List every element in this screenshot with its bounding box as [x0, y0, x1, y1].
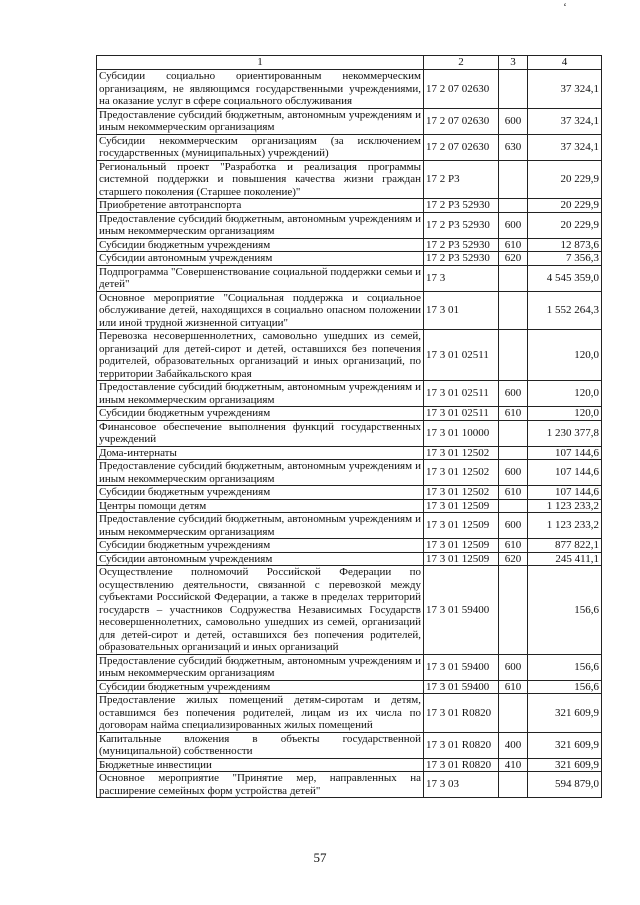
row-type — [499, 566, 528, 655]
table-header-row — [97, 56, 602, 70]
table-row — [97, 291, 602, 330]
row-code: 17 3 01 12509 — [424, 499, 499, 513]
row-type — [499, 330, 528, 381]
row-type — [499, 772, 528, 798]
row-code: 17 3 01 12509 — [424, 513, 499, 539]
table-row — [97, 108, 602, 134]
row-code: 17 3 01 R0820 — [424, 732, 499, 758]
header-col-4: 4 — [528, 56, 602, 70]
row-code: 17 3 01 — [424, 291, 499, 330]
corner-mark: ‘ — [563, 0, 567, 14]
row-type: 630 — [499, 134, 528, 160]
row-code: 17 2 07 02630 — [424, 134, 499, 160]
table-row — [97, 252, 602, 266]
row-sum: 321 609,9 — [528, 732, 602, 758]
row-code: 17 3 01 12509 — [424, 539, 499, 553]
row-code: 17 2 P3 52930 — [424, 238, 499, 252]
row-type — [499, 420, 528, 446]
row-sum: 20 229,9 — [528, 160, 602, 199]
table-row — [97, 566, 602, 655]
row-type: 410 — [499, 758, 528, 772]
row-name: Предоставление жилых помещений детям-сиротам и детям, оставшимся без попечения родителей, лицам из их числа по договорам найма специализированных жилых помещений — [97, 694, 424, 733]
row-sum: 1 123 233,2 — [528, 513, 602, 539]
row-name: Субсидии бюджетным учреждениям — [97, 539, 424, 553]
table-row — [97, 330, 602, 381]
row-sum: 1 230 377,8 — [528, 420, 602, 446]
row-name: Предоставление субсидий бюджетным, автономным учреждениям и иным некоммерческим организациям — [97, 381, 424, 407]
row-type — [499, 499, 528, 513]
table-row — [97, 446, 602, 460]
row-name: Предоставление субсидий бюджетным, автономным учреждениям и иным некоммерческим организациям — [97, 513, 424, 539]
row-code: 17 3 01 59400 — [424, 680, 499, 694]
row-code: 17 2 P3 52930 — [424, 252, 499, 266]
table-row — [97, 70, 602, 109]
row-name: Субсидии социально ориентированным некоммерческим организациям, не являющимся государственными учреждениями, на оказание услуг в сфере социального обслуживания — [97, 70, 424, 109]
row-code: 17 2 07 02630 — [424, 108, 499, 134]
row-type: 400 — [499, 732, 528, 758]
header-col-1: 1 — [97, 56, 424, 70]
row-sum: 20 229,9 — [528, 212, 602, 238]
row-sum: 4 545 359,0 — [528, 265, 602, 291]
row-name: Предоставление субсидий бюджетным, автономным учреждениям и иным некоммерческим организациям — [97, 460, 424, 486]
row-sum: 156,6 — [528, 680, 602, 694]
table-row — [97, 199, 602, 213]
row-code: 17 3 01 02511 — [424, 330, 499, 381]
row-name: Центры помощи детям — [97, 499, 424, 513]
table-row — [97, 420, 602, 446]
row-name: Предоставление субсидий бюджетным, автономным учреждениям и иным некоммерческим организациям — [97, 212, 424, 238]
row-code: 17 3 03 — [424, 772, 499, 798]
row-code: 17 3 01 59400 — [424, 654, 499, 680]
table-row — [97, 654, 602, 680]
row-name: Субсидии бюджетным учреждениям — [97, 238, 424, 252]
row-sum: 37 324,1 — [528, 134, 602, 160]
table-row — [97, 513, 602, 539]
row-type — [499, 199, 528, 213]
table-row — [97, 160, 602, 199]
row-sum: 245 411,1 — [528, 552, 602, 566]
row-name: Субсидии бюджетным учреждениям — [97, 680, 424, 694]
row-sum: 120,0 — [528, 330, 602, 381]
row-name: Субсидии бюджетным учреждениям — [97, 407, 424, 421]
row-code: 17 3 01 59400 — [424, 566, 499, 655]
row-sum: 107 144,6 — [528, 446, 602, 460]
row-type — [499, 694, 528, 733]
row-name: Субсидии автономным учреждениям — [97, 252, 424, 266]
row-type: 610 — [499, 238, 528, 252]
row-code: 17 3 01 R0820 — [424, 758, 499, 772]
row-type: 600 — [499, 460, 528, 486]
row-code: 17 3 01 02511 — [424, 407, 499, 421]
row-sum: 594 879,0 — [528, 772, 602, 798]
table-row — [97, 460, 602, 486]
budget-table — [96, 55, 602, 798]
row-code: 17 3 01 12509 — [424, 552, 499, 566]
row-type: 600 — [499, 212, 528, 238]
row-type: 610 — [499, 680, 528, 694]
row-name: Субсидии некоммерческим организациям (за исключением государственных (муниципальных) учреждений) — [97, 134, 424, 160]
table-row — [97, 732, 602, 758]
row-name: Приобретение автотранспорта — [97, 199, 424, 213]
row-type: 600 — [499, 513, 528, 539]
row-name: Основное мероприятие "Принятие мер, направленных на расширение семейных форм устройства детей" — [97, 772, 424, 798]
table-row — [97, 552, 602, 566]
row-name: Подпрограмма "Совершенствование социальной поддержки семьи и детей" — [97, 265, 424, 291]
table-row — [97, 499, 602, 513]
page-number: 57 — [313, 850, 327, 865]
row-sum: 120,0 — [528, 407, 602, 421]
row-sum: 20 229,9 — [528, 199, 602, 213]
row-name: Предоставление субсидий бюджетным, автономным учреждениям и иным некоммерческим организациям — [97, 108, 424, 134]
table-row — [97, 238, 602, 252]
row-code: 17 3 01 12502 — [424, 486, 499, 500]
table-row — [97, 212, 602, 238]
table-row — [97, 381, 602, 407]
row-type — [499, 70, 528, 109]
row-name: Дома-интернаты — [97, 446, 424, 460]
row-name: Субсидии автономным учреждениям — [97, 552, 424, 566]
row-type — [499, 265, 528, 291]
table-row — [97, 265, 602, 291]
row-name: Перевозка несовершеннолетних, самовольно ушедших из семей, организаций для детей-сирот и детей, оставшихся без попечения родителей, образовательных организаций и иных организаций, по территории Забайкальского края — [97, 330, 424, 381]
row-name: Бюджетные инвестиции — [97, 758, 424, 772]
row-type — [499, 446, 528, 460]
row-code: 17 2 P3 — [424, 160, 499, 199]
table-row — [97, 758, 602, 772]
row-code: 17 2 07 02630 — [424, 70, 499, 109]
table-row — [97, 407, 602, 421]
row-type: 600 — [499, 108, 528, 134]
row-sum: 877 822,1 — [528, 539, 602, 553]
row-type: 600 — [499, 381, 528, 407]
row-sum: 321 609,9 — [528, 758, 602, 772]
row-name: Финансовое обеспечение выполнения функций государственных учреждений — [97, 420, 424, 446]
table-row — [97, 694, 602, 733]
header-col-3: 3 — [499, 56, 528, 70]
row-sum: 7 356,3 — [528, 252, 602, 266]
row-sum: 12 873,6 — [528, 238, 602, 252]
row-sum: 37 324,1 — [528, 70, 602, 109]
row-name: Субсидии бюджетным учреждениям — [97, 486, 424, 500]
row-sum: 1 123 233,2 — [528, 499, 602, 513]
row-type: 620 — [499, 552, 528, 566]
row-name: Осуществление полномочий Российской Федерации по осуществлению деятельности, связанной с перевозкой между субъектами Российской Федерации, а также в пределах территорий государств – участников Содружества Независимых Государств несовершеннолетних, самовольно ушедших из семей, организаций для детей-сирот и детей, оставшихся без попечения родителей, образовательных организаций и иных организаций — [97, 566, 424, 655]
row-code: 17 3 01 12502 — [424, 446, 499, 460]
table-row — [97, 772, 602, 798]
row-name: Основное мероприятие "Социальная поддержка и социальное обслуживание детей, находящихся в социально опасном положении или иной трудной жизненной ситуации" — [97, 291, 424, 330]
row-type: 610 — [499, 539, 528, 553]
row-type — [499, 160, 528, 199]
table-row — [97, 539, 602, 553]
table-row — [97, 486, 602, 500]
row-sum: 37 324,1 — [528, 108, 602, 134]
row-sum: 321 609,9 — [528, 694, 602, 733]
row-sum: 156,6 — [528, 654, 602, 680]
row-sum: 156,6 — [528, 566, 602, 655]
row-type: 620 — [499, 252, 528, 266]
row-code: 17 3 01 02511 — [424, 381, 499, 407]
row-sum: 107 144,6 — [528, 460, 602, 486]
header-col-2: 2 — [424, 56, 499, 70]
row-code: 17 3 01 12502 — [424, 460, 499, 486]
row-type — [499, 291, 528, 330]
row-type: 610 — [499, 407, 528, 421]
row-code: 17 3 — [424, 265, 499, 291]
row-name: Предоставление субсидий бюджетным, автономным учреждениям и иным некоммерческим организациям — [97, 654, 424, 680]
row-type: 610 — [499, 486, 528, 500]
row-code: 17 2 P3 52930 — [424, 212, 499, 238]
row-sum: 1 552 264,3 — [528, 291, 602, 330]
row-name: Капитальные вложения в объекты государственной (муниципальной) собственности — [97, 732, 424, 758]
table-row — [97, 680, 602, 694]
row-sum: 120,0 — [528, 381, 602, 407]
row-type: 600 — [499, 654, 528, 680]
row-name: Региональный проект "Разработка и реализация программы системной поддержки и повышения качества жизни граждан старшего поколения (Старшее поколение)" — [97, 160, 424, 199]
row-code: 17 3 01 R0820 — [424, 694, 499, 733]
row-sum: 107 144,6 — [528, 486, 602, 500]
table-row — [97, 134, 602, 160]
row-code: 17 2 P3 52930 — [424, 199, 499, 213]
row-code: 17 3 01 10000 — [424, 420, 499, 446]
